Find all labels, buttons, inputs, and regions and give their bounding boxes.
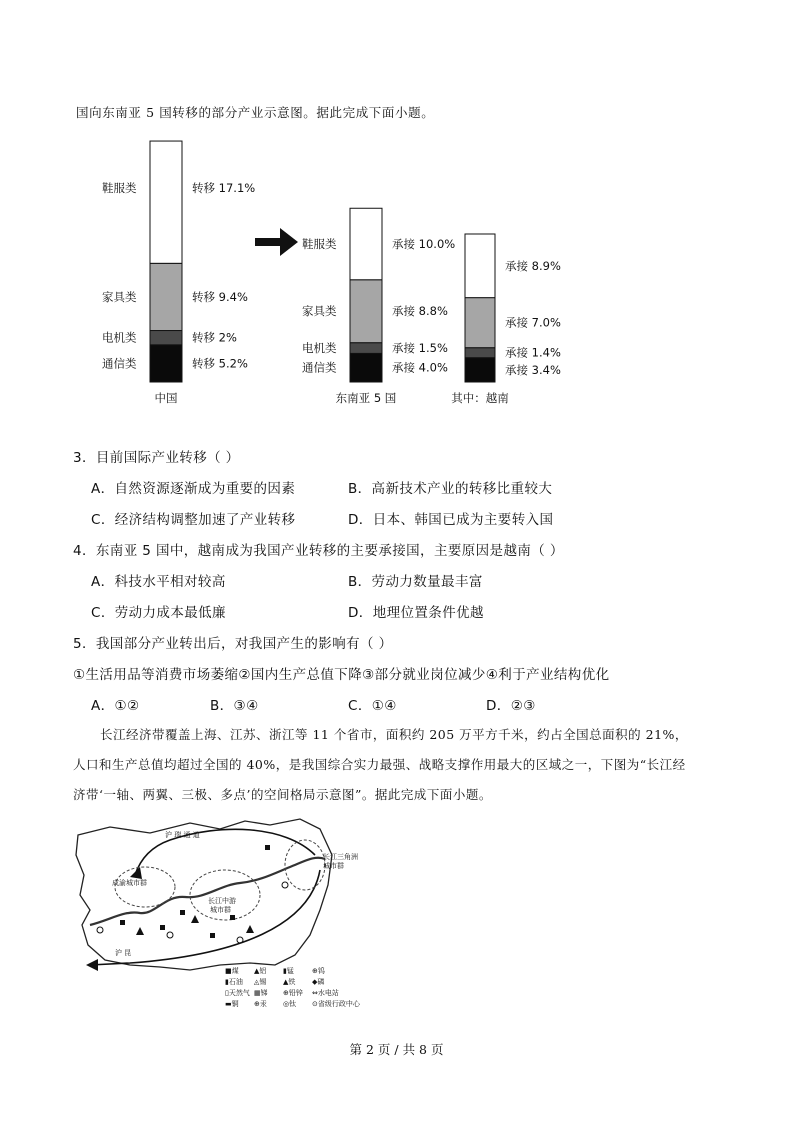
q5-option-d[interactable]: D．②③ xyxy=(486,698,536,714)
map-label-hurui: 沪 瑞 通 道 xyxy=(165,831,200,839)
chengyu-cluster xyxy=(115,867,175,907)
bar-value-label: 承接 10.0% xyxy=(392,237,456,252)
q4-option-c[interactable]: C．劳动力成本最低廉 xyxy=(91,605,226,621)
map-legend-item: ◎钛 xyxy=(283,1000,297,1008)
map-legend-item: ▦锑 xyxy=(254,989,268,997)
bar-segment-0-1 xyxy=(150,331,182,345)
map-label-delta: 长江三角洲 xyxy=(323,853,358,861)
category-label: 鞋服类 xyxy=(102,181,137,196)
q4-option-d[interactable]: D．地理位置条件优越 xyxy=(348,605,484,621)
bar-value-label: 转移 5.2% xyxy=(192,356,248,371)
q3-option-c[interactable]: C．经济结构调整加速了产业转移 xyxy=(91,512,296,528)
panel-name: 东南亚 5 国 xyxy=(335,391,397,405)
question-3-stem: 3．目前国际产业转移（ ） xyxy=(73,450,240,466)
intro-text: 国向东南亚 5 国转移的部分产业示意图。据此完成下面小题。 xyxy=(76,105,435,120)
question-5-stem: 5．我国部分产业转出后，对我国产生的影响有（ ） xyxy=(73,636,393,652)
bar-segment-1-3 xyxy=(350,208,382,280)
q3-option-d[interactable]: D．日本、韩国已成为主要转入国 xyxy=(348,512,554,528)
bar-segment-0-2 xyxy=(150,263,182,330)
map-label-delta-2: 城市群 xyxy=(323,862,344,870)
map-legend-item: ▲铁 xyxy=(283,978,296,986)
question-5-statements: ①生活用品等消费市场萎缩②国内生产总值下降③部分就业岗位减少④利于产业结构优化 xyxy=(73,667,610,683)
bar-value-label: 承接 7.0% xyxy=(505,315,561,330)
yangtze-river xyxy=(90,858,325,925)
transfer-arrow xyxy=(255,228,298,256)
category-label: 通信类 xyxy=(102,356,137,371)
q4-option-b[interactable]: B．劳动力数量最丰富 xyxy=(348,574,483,590)
bar-segment-2-2 xyxy=(465,298,495,348)
bar-segment-1-2 xyxy=(350,280,382,343)
yangtze-economic-belt-map xyxy=(70,815,360,1020)
panel-name: 中国 xyxy=(154,391,178,405)
bar-segment-1-0 xyxy=(350,353,382,382)
map-legend-item: ◬锡 xyxy=(254,978,267,986)
q5-option-b[interactable]: B．③④ xyxy=(210,698,259,714)
paragraph-line-3: 济带‘一轴、两翼、三极、多点’的空间格局示意图”。据此完成下面小题。 xyxy=(73,787,492,802)
map-legend-item: ■煤 xyxy=(225,967,239,975)
category-label: 家具类 xyxy=(302,304,337,319)
map-legend-item: ⇔水电站 xyxy=(312,989,339,997)
map-legend-item: ◆磷 xyxy=(312,978,325,986)
category-label: 通信类 xyxy=(302,360,337,375)
category-label: 鞋服类 xyxy=(302,237,337,252)
map-label-chengyu: 成渝城市群 xyxy=(112,879,147,887)
industry-transfer-chart xyxy=(90,140,570,415)
page-footer: 第 2 页 / 共 8 页 xyxy=(349,1042,444,1057)
map-legend-item: ⊕铅锌 xyxy=(283,989,303,997)
map-label-middle-2: 城市群 xyxy=(210,906,231,914)
paragraph-line-2: 人口和生产总值均超过全国的 40%，是我国综合实力最强、战略支撑作用最大的区域之一，下图为“长江经 xyxy=(73,757,686,772)
bar-value-label: 承接 3.4% xyxy=(505,362,561,377)
map-label-hukun: 沪 昆 xyxy=(115,949,132,957)
map-legend-item: ⊕汞 xyxy=(254,1000,267,1008)
bar-value-label: 承接 8.9% xyxy=(505,258,561,273)
q5-option-c[interactable]: C．①④ xyxy=(348,698,397,714)
question-4-stem: 4．东南亚 5 国中，越南成为我国产业转移的主要承接国，主要原因是越南（ ） xyxy=(73,543,564,559)
bar-segment-2-1 xyxy=(465,348,495,358)
paragraph-line-1: 长江经济带覆盖上海、江苏、浙江等 11 个省市，面积约 205 万平方千米，约占全国总面积的 21%， xyxy=(100,727,688,742)
map-legend-item: ▮石油 xyxy=(225,978,243,986)
bar-segment-1-1 xyxy=(350,343,382,354)
bar-segment-0-3 xyxy=(150,141,182,263)
bar-value-label: 转移 9.4% xyxy=(192,289,248,304)
map-legend-item: ▲铝 xyxy=(254,967,267,975)
bar-segment-2-0 xyxy=(465,358,495,382)
bar-value-label: 承接 1.4% xyxy=(505,345,561,360)
category-label: 电机类 xyxy=(102,330,137,345)
map-label-middle: 长江中游 xyxy=(208,897,236,905)
category-label: 电机类 xyxy=(302,341,337,356)
bar-value-label: 转移 17.1% xyxy=(192,181,256,196)
category-label: 家具类 xyxy=(102,289,137,304)
map-legend-item: ▬铜 xyxy=(225,1000,239,1008)
map-legend-item: ⊕钨 xyxy=(312,967,325,975)
bar-segment-0-0 xyxy=(150,345,182,382)
bar-value-label: 承接 4.0% xyxy=(392,360,448,375)
q3-option-a[interactable]: A．自然资源逐渐成为重要的因素 xyxy=(91,481,296,497)
q3-option-b[interactable]: B．高新技术产业的转移比重较大 xyxy=(348,481,553,497)
map-legend-item: ▮锰 xyxy=(283,967,294,975)
map-legend-item: ⊙省级行政中心 xyxy=(312,1000,360,1008)
bar-value-label: 承接 1.5% xyxy=(392,341,448,356)
panel-name: 其中：越南 xyxy=(451,391,509,405)
bar-segment-2-3 xyxy=(465,234,495,298)
q5-option-a[interactable]: A．①② xyxy=(91,698,140,714)
q4-option-a[interactable]: A．科技水平相对较高 xyxy=(91,574,226,590)
map-legend-item: ▯天然气 xyxy=(225,989,250,997)
bar-value-label: 转移 2% xyxy=(192,330,237,345)
bar-value-label: 承接 8.8% xyxy=(392,304,448,319)
